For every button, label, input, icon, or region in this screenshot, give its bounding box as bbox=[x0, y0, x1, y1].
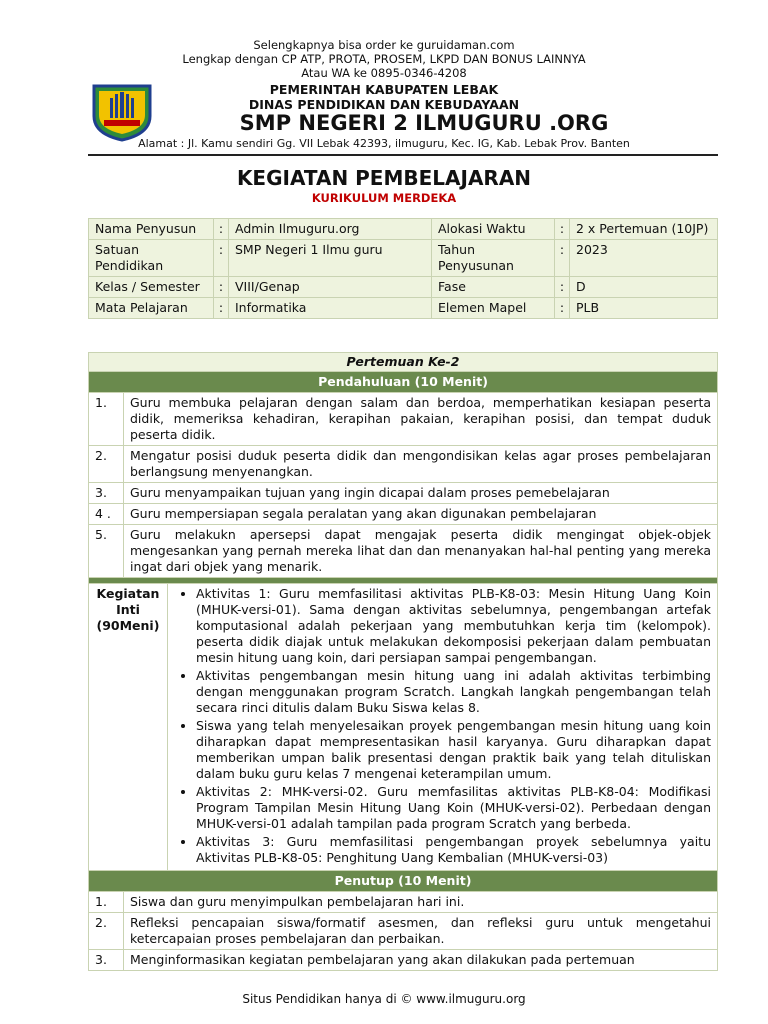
identity-table bbox=[88, 218, 718, 319]
item-number: 1. bbox=[89, 393, 124, 446]
colon: : bbox=[214, 240, 229, 277]
item-text: Refleksi pencapaian siswa/formatif asesmen, dan refleksi guru untuk mengetahui ketercapaian proses pembelajaran dan perbaikan. bbox=[124, 913, 718, 950]
field-label: Kelas / Semester bbox=[89, 277, 214, 298]
field-label: Alokasi Waktu bbox=[432, 219, 555, 240]
item-number: 3. bbox=[89, 950, 124, 971]
kegiatan-inti-label: Kegiatan Inti (90Meni) bbox=[89, 584, 168, 871]
page-title: KEGIATAN PEMBELAJARAN bbox=[236, 166, 532, 190]
field-label: Mata Pelajaran bbox=[89, 298, 214, 319]
kegiatan-inti-list bbox=[167, 584, 717, 871]
activities-table bbox=[88, 352, 718, 971]
item-number: 3. bbox=[89, 483, 124, 504]
footer-text: Situs Pendidikan hanya di © www.ilmuguru.org bbox=[242, 992, 526, 1006]
item-text: Guru menyampaikan tujuan yang ingin dicapai dalam proses pemebelajaran bbox=[124, 483, 718, 504]
item-text: Menginformasikan kegiatan pembelajaran yang akan dilakukan pada pertemuan bbox=[124, 950, 718, 971]
field-label: Fase bbox=[432, 277, 555, 298]
government-name: PEMERINTAH KABUPATEN LEBAK bbox=[269, 82, 499, 97]
section-heading-penutup: Penutup (10 Menit) bbox=[89, 871, 718, 892]
meeting-label: Pertemuan Ke-2 bbox=[89, 353, 718, 372]
list-item bbox=[89, 393, 718, 446]
department-name: DINAS PENDIDIKAN DAN KEBUDAYAAN bbox=[248, 97, 520, 112]
item-text: Guru melakukn apersepsi dapat mengajak peserta didik mengingat objek-objek mengesankan yang pernah mereka lihat dan dan menanyakan hal-hal penting yang mereka ingat dari objek yang menarik. bbox=[124, 525, 718, 578]
identity-row bbox=[89, 219, 718, 240]
colon: : bbox=[555, 240, 570, 277]
item-text: Siswa dan guru menyimpulkan pembelajaran hari ini. bbox=[124, 892, 718, 913]
item-text: Mengatur posisi duduk peserta didik dan mengondisikan kelas agar proses pembelajaran berlangsung menyenangkan. bbox=[124, 446, 718, 483]
list-item bbox=[89, 950, 718, 971]
section-heading-pendahuluan: Pendahuluan (10 Menit) bbox=[89, 372, 718, 393]
activity-item: • Siswa yang telah menyelesaikan proyek pengembangan mesin hitung uang koin diharapkan dapat mempresentasikan hasil karyanya. Guru diharapkan dapat memberikan umpan balik presentasi dengan praktik baik yang telah dituliskan dalam buku guru kelas 7 mengenai keterampilan umum. bbox=[196, 718, 711, 782]
item-text: Guru mempersiapan segala peralatan yang akan digunakan pembelajaran bbox=[124, 504, 718, 525]
field-value: PLB bbox=[570, 298, 718, 319]
activity-item: • Aktivitas pengembangan mesin hitung uang ini adalah aktivitas terbimbing dengan menggunakan program Scratch. Langkah langkah pengembangan telah secara rinci ditulis dalam Buku Siswa kelas 8. bbox=[196, 668, 711, 716]
field-value: Admin Ilmuguru.org bbox=[229, 219, 432, 240]
item-number: 5. bbox=[89, 525, 124, 578]
field-value: 2 x Pertemuan (10JP) bbox=[570, 219, 718, 240]
item-number: 2. bbox=[89, 913, 124, 950]
identity-row bbox=[89, 240, 718, 277]
colon: : bbox=[555, 298, 570, 319]
activity-item: • Aktivitas 1: Guru memfasilitasi aktivitas PLB-K8-03: Mesin Hitung Uang Koin (MHUK-versi-01). Sama dengan aktivitas sebelumnya, pengembangan artefak komputasional adalah pekerjaan yang membutuhkan kerja tim (kelompok). peserta didik diajak untuk melakukan dekomposisi pekerjaan dalam pembuatan mesin hitung uang koin, dari persiapan sampai pengembangan. bbox=[196, 586, 711, 666]
activity-item: • Aktivitas 3: Guru memfasilitasi pengembangan proyek sebelumnya yaitu Aktivitas PLB-K8-05: Penghitung Uang Kembalian (MHUK-versi-03) bbox=[196, 834, 711, 866]
field-label: Tahun Penyusunan bbox=[432, 240, 555, 277]
field-value: Informatika bbox=[229, 298, 432, 319]
list-item bbox=[89, 446, 718, 483]
page-subtitle: KURIKULUM MERDEKA bbox=[311, 191, 457, 205]
colon: : bbox=[214, 298, 229, 319]
header-divider bbox=[88, 154, 718, 156]
field-label: Satuan Pendidikan bbox=[89, 240, 214, 277]
list-item bbox=[89, 913, 718, 950]
list-item bbox=[89, 483, 718, 504]
list-item bbox=[89, 525, 718, 578]
item-number: 1. bbox=[89, 892, 124, 913]
kegiatan-inti-row bbox=[89, 584, 718, 871]
promo-line-1: Selengkapnya bisa order ke guruidaman.com bbox=[253, 38, 515, 52]
school-name: SMP NEGERI 2 ILMUGURU .ORG bbox=[239, 111, 609, 135]
field-value: SMP Negeri 1 Ilmu guru bbox=[229, 240, 432, 277]
school-address: Alamat : Jl. Kamu sendiri Gg. VII Lebak 42393, ilmuguru, Kec. IG, Kab. Lebak Prov. Banten bbox=[138, 137, 630, 150]
promo-line-3: Atau WA ke 0895-0346-4208 bbox=[301, 66, 467, 80]
field-value: D bbox=[570, 277, 718, 298]
item-text: Guru membuka pelajaran dengan salam dan berdoa, memperhatikan kesiapan peserta didik, memeriksa kehadiran, kerapihan pakaian, kerapihan posisi, dan tempat duduk peserta didik. bbox=[124, 393, 718, 446]
activity-item: • Aktivitas 2: MHK-versi-02. Guru memfasilitas aktivitas PLB-K8-04: Modifikasi Program Tampilan Mesin Hitung Uang Koin (MHUK-versi-02). Perbedaan dengan MHUK-versi-01 adalah tampilan pada program Scratch yang berbeda. bbox=[196, 784, 711, 832]
identity-row bbox=[89, 298, 718, 319]
colon: : bbox=[214, 277, 229, 298]
item-number: 4 . bbox=[89, 504, 124, 525]
field-value: VIII/Genap bbox=[229, 277, 432, 298]
colon: : bbox=[555, 277, 570, 298]
field-value: 2023 bbox=[570, 240, 718, 277]
colon: : bbox=[555, 219, 570, 240]
promo-line-2: Lengkap dengan CP ATP, PROTA, PROSEM, LKPD DAN BONUS LAINNYA bbox=[182, 52, 586, 66]
field-label: Nama Penyusun bbox=[89, 219, 214, 240]
list-item bbox=[89, 892, 718, 913]
list-item bbox=[89, 504, 718, 525]
identity-row bbox=[89, 277, 718, 298]
item-number: 2. bbox=[89, 446, 124, 483]
colon: : bbox=[214, 219, 229, 240]
field-label: Elemen Mapel bbox=[432, 298, 555, 319]
